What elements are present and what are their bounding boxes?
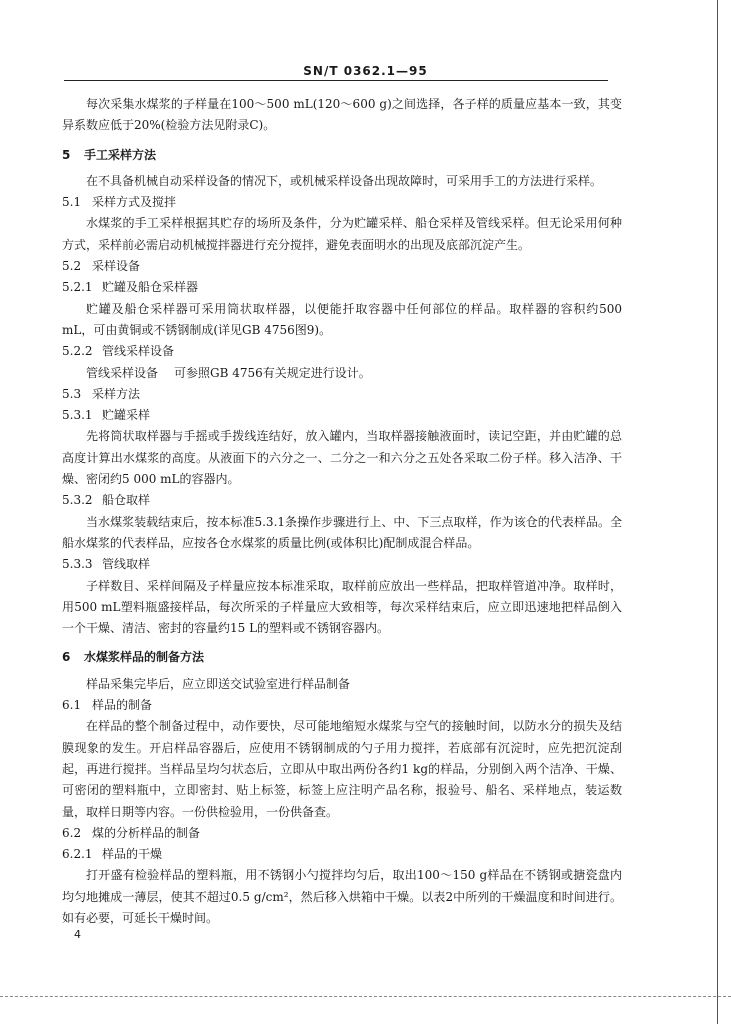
paragraph-intro: 每次采集水煤浆的子样量在100～500 mL(120～600 g)之间选择，各子样的质量应基本一致，其变异系数应低于20%(检验方法见附录C)。 [62,97,622,133]
section-number: 5.2 [62,259,82,274]
section-title: 手工采样方法 [84,147,157,162]
page-number: 4 [74,928,81,941]
section-6-1-body: 在样品的整个制备过程中，动作要快，尽可能地缩短水煤浆与空气的接触时间，以防水分的损失及结膜现象的发生。开启样品容器后，应使用不锈钢制成的勺子用力搅拌，若底部有沉淀时，应先把沉淀刮起，再进行搅拌。当样品呈均匀状态后，立即从中取出两份各约1 kg的样品，分别倒入两个洁净、干燥、可密闭的塑料瓶中，立即密封、贴上标签，标签上应注明产品名称，报验号、船名、采样地点，装运数量，取样日期等内容。一份供检验用，一份供备查。 [62,719,622,819]
section-number: 5.3.3 [62,557,93,572]
section-title: 样品的制备 [92,698,153,713]
section-number: 6.2.1 [62,847,93,862]
section-number: 5.2.1 [62,280,93,295]
section-title: 采样设备 [92,259,141,274]
equipment-term: 管线采样设备 [86,365,159,380]
footer-rule [0,996,731,997]
section-5-3-1-heading [62,405,622,426]
section-number: 6.2 [62,825,82,840]
right-edge-rule [717,0,718,1024]
section-5-3-2-heading [62,490,622,511]
section-number: 6.1 [62,698,82,713]
section-5-1-body: 水煤浆的手工采样根据其贮存的场所及条件，分为贮罐采样、船仓采样及管线采样。但无论采用何种方式，采样前必需启动机械搅拌器进行充分搅拌，避免表面明水的出现及底部沉淀产生。 [62,216,622,252]
section-5-3-1-body: 先将筒状取样器与手摇或手拨线连结好，放入罐内，当取样器接触液面时，读记空距，并由贮罐的总高度计算出水煤浆的高度。从液面下的六分之一、二分之一和六分之五处各采取二份子样。移入洁净、干燥、密闭约5 000 mL的容器内。 [62,429,622,487]
section-number: 5.3.1 [62,408,93,423]
section-5-3-2-body: 当水煤浆装载结束后，按本标准5.3.1条操作步骤进行上、中、下三点取样，作为该仓的代表样品。全船水煤浆的代表样品，应按各仓水煤浆的质量比例(或体积比)配制成混合样品。 [62,514,622,550]
section-title: 煤的分析样品的制备 [92,825,201,840]
header-rule [64,80,608,81]
section-number: 5.3.2 [62,493,93,508]
section-6-2-1-body: 打开盛有检验样品的塑料瓶，用不锈钢小勺搅拌均匀后，取出100～150 g样品在不锈钢或搪瓷盘内均匀地摊成一薄层，使其不超过0.5 g/cm²，然后移入烘箱中干燥。以表2中所列的干燥温度和时间进行。如有必要，可延长干燥时间。 [62,868,622,925]
section-number: 5.2.2 [62,344,93,359]
section-title: 贮罐采样 [102,408,151,423]
section-title: 水煤浆样品的制备方法 [84,650,205,665]
section-5-3-3-heading [62,554,622,575]
section-number: 5.1 [62,195,82,210]
section-6-body: 样品采集完毕后，应立即送交试验室进行样品制备 [86,676,351,691]
section-5-3-3-body: 子样数目、采样间隔及子样量应按本标准采取，取样前应放出一些样品，把取样管道冲净。取样时，用500 mL塑料瓶盛接样品，每次所采的子样量应大致相等，每次采样结束后，应立即迅速地把样品倒入一个干燥、清洁、密封的容量约15 L的塑料或不锈钢容器内。 [62,578,622,636]
section-6-2-heading [62,823,622,844]
standard-code-header: SN/T 0362.1—95 [303,64,428,78]
body-content [62,94,622,929]
section-5-2-1-heading [62,277,622,298]
section-5-2-heading [62,256,622,277]
section-5-heading [62,145,622,166]
section-5-2-2-body [62,363,622,384]
equipment-description: 可参照GB 4756有关规定进行设计。 [174,365,371,380]
section-title: 样品的干燥 [102,847,163,862]
section-title: 采样方式及搅拌 [92,195,177,210]
section-6-heading [62,647,622,668]
section-title: 管线采样设备 [102,344,175,359]
section-title: 船仓取样 [102,493,151,508]
section-number: 6 [62,650,71,665]
section-number: 5.3 [62,386,82,401]
section-5-3-heading [62,384,622,405]
section-6-2-1-heading [62,844,622,865]
section-5-2-2-heading [62,341,622,362]
section-5-2-1-body: 贮罐及船仓采样器可采用筒状取样器，以便能扦取容器中任何部位的样品。取样器的容积约500 mL，可由黄铜或不锈钢制成(详见GB 4756图9)。 [62,301,622,337]
section-number: 5 [62,147,71,162]
section-title: 管线取样 [102,557,151,572]
section-5-1-heading [62,192,622,213]
section-5-body: 在不具备机械自动采样设备的情况下，或机械采样设备出现故障时，可采用手工的方法进行采样。 [86,173,603,188]
section-6-1-heading [62,695,622,716]
section-title: 采样方法 [92,386,141,401]
section-title: 贮罐及船仓采样器 [102,280,199,295]
